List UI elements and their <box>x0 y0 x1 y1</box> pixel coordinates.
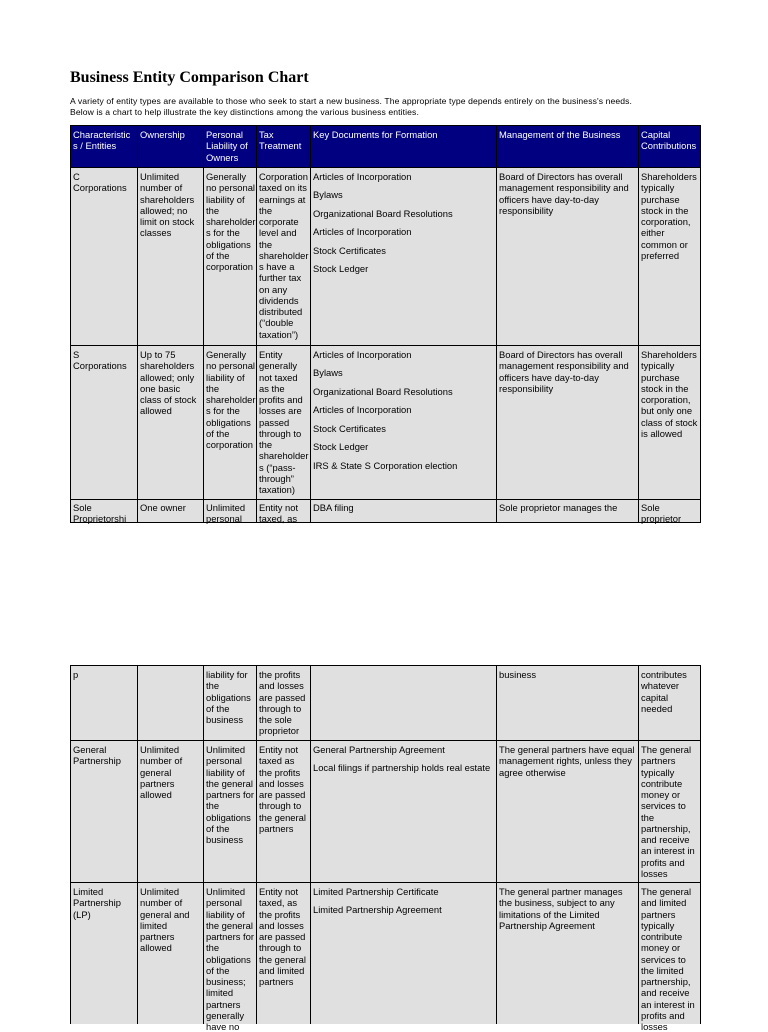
cell-text: Sole Proprietorshi <box>73 502 127 525</box>
cell-key-documents <box>311 346 497 500</box>
cell-key-documents <box>311 741 497 883</box>
cell-liability: Unlimited personal liability of the general partners for the obligations of the business <box>204 741 257 883</box>
intro-line: A variety of entity types are available to those who seek to start a new business. The appropriate type depends entirely on the business's needs. <box>70 96 633 106</box>
cell-ownership: Unlimited number of shareholders allowed; no limit on stock classes <box>138 168 204 346</box>
header-personal-liability: Personal Liability of Owners <box>204 126 257 168</box>
cell-liability <box>204 883 257 1032</box>
cell-key-documents <box>311 168 497 346</box>
cell-capital: Shareholders typically purchase stock in the corporation, either common or preferred <box>639 168 701 346</box>
cell-ownership: Up to 75 shareholders allowed; only one basic class of stock allowed <box>138 346 204 500</box>
cell-entity <box>71 883 138 1024</box>
cell-ownership: Unlimited number of general partners allowed <box>138 741 204 883</box>
cell-management: Board of Directors has overall management responsibility and officers have day-to-day responsibility <box>497 346 639 500</box>
header-capital-contributions: Capital Contributions <box>639 126 701 168</box>
intro-line: Below is a chart to help illustrate the key distinctions among the various business entities. <box>70 107 419 117</box>
document-item: Articles of Incorporation <box>313 226 412 238</box>
cell-tax-treatment: Corporation taxed on its earnings at the corporate level and the shareholders have a further tax on any dividends distributed (“double taxation”) <box>257 168 311 346</box>
comparison-table-page-2 <box>70 665 701 1032</box>
table-row-s-corporations <box>71 346 701 500</box>
comparison-table-page-1 <box>70 125 701 523</box>
cell-management: The general partners have equal management rights, unless they agree otherwise <box>497 741 639 883</box>
cell-liability: liability for the obligations of the business <box>204 666 257 741</box>
table-row-sole-proprietorship-start <box>71 500 701 523</box>
document-item: Bylaws <box>313 367 343 379</box>
header-management: Management of the Business <box>497 126 639 168</box>
cell-liability: Generally no personal liability of the shareholders for the obligations of the corporation <box>204 168 257 346</box>
cell-entity: S Corporations <box>71 346 138 500</box>
cell-entity: General Partnership <box>71 741 138 883</box>
intro-paragraph <box>70 96 632 118</box>
cell-entity: C Corporations <box>71 168 138 346</box>
cell-entity <box>71 500 138 523</box>
document-item: Limited Partnership Agreement <box>313 904 442 916</box>
document-item: General Partnership Agreement <box>313 744 445 755</box>
table-row-limited-partnership <box>71 883 701 1024</box>
header-tax-treatment: Tax Treatment <box>257 126 311 168</box>
document-item: Local filings if partnership holds real estate <box>313 762 491 774</box>
cell-tax-treatment <box>257 500 311 523</box>
table-row-c-corporations <box>71 168 701 346</box>
document-item: Limited Partnership Certificate <box>313 886 439 897</box>
cell-key-documents <box>311 666 497 741</box>
cell-text: Unlimited personal <box>206 502 246 525</box>
document-item: IRS & State S Corporation election <box>313 459 458 471</box>
page-title: Business Entity Comparison Chart <box>70 69 309 86</box>
cell-text: Entity not taxed, as the profits and losses are passed through to the general and limited partners <box>259 886 306 987</box>
table-row-general-partnership <box>71 741 701 883</box>
header-characteristics-entities: Characteristics / Entities <box>71 126 138 168</box>
document-item: Articles of Incorporation <box>313 404 412 416</box>
cell-tax-treatment: the profits and losses are passed through to the sole proprietor <box>257 666 311 741</box>
cell-key-documents <box>311 883 497 1024</box>
cell-capital: The general partners typically contribute money or services to the partnership, and receive an interest in profits and losses <box>639 741 701 883</box>
cell-text: The general and limited partners typically contribute money or services to the limited partnership, and receive an interest in profits and losses <box>641 886 695 1032</box>
table-row-sole-proprietorship-continued <box>71 666 701 741</box>
cell-text: Sole proprietor <box>641 502 682 525</box>
document-item: Articles of Incorporation <box>313 349 412 360</box>
cell-tax-treatment: Entity generally not taxed as the profits and losses are passed through to the shareholders (“pass-through” taxation) <box>257 346 311 500</box>
header-key-documents: Key Documents for Formation <box>311 126 497 168</box>
cell-text: Limited Partnership (LP) <box>73 886 121 920</box>
cell-text: Unlimited number of general and limited partners allowed <box>140 886 190 954</box>
header-ownership: Ownership <box>138 126 204 168</box>
cell-capital: contributes whatever capital needed <box>639 666 701 741</box>
cell-tax-treatment <box>257 883 311 1024</box>
cell-entity: p <box>71 666 138 741</box>
cell-ownership <box>138 666 204 741</box>
cell-liability <box>204 500 257 523</box>
cell-management <box>497 500 639 523</box>
cell-capital <box>639 883 701 1032</box>
cell-capital: Shareholders typically purchase stock in the corporation, but only one class of stock is allowed <box>639 346 701 500</box>
cell-management <box>497 883 639 1024</box>
cell-text: Unlimited personal liability of the general partners for the obligations of the business; limited partners generally have no <box>206 886 254 1032</box>
document-item: DBA filing <box>313 502 354 513</box>
document-item: Organizational Board Resolutions <box>313 385 453 397</box>
document-item: Articles of Incorporation <box>313 171 412 182</box>
cell-tax-treatment: Entity not taxed as the profits and losses are passed through to the general partners <box>257 741 311 883</box>
document-item: Stock Ledger <box>313 263 369 275</box>
cell-text: Entity not taxed, as <box>259 502 299 525</box>
document-item: Bylaws <box>313 189 343 201</box>
document-item: Stock Certificates <box>313 244 386 256</box>
cell-liability: Generally no personal liability of the shareholders for the obligations of the corporation <box>204 346 257 500</box>
document-item: Stock Certificates <box>313 422 386 434</box>
document-item: Organizational Board Resolutions <box>313 207 453 219</box>
cell-management: business <box>497 666 639 741</box>
cell-ownership <box>138 500 204 523</box>
cell-text: One owner <box>140 502 186 513</box>
document-item: Stock Ledger <box>313 441 369 453</box>
cell-text: Sole proprietor manages the <box>499 502 618 513</box>
table-header-row <box>71 126 701 168</box>
cell-text: The general partner manages the business, subject to any limitations of the Limited Partnership Agreement <box>499 886 623 931</box>
cell-capital <box>639 500 701 523</box>
cell-ownership <box>138 883 204 1024</box>
cell-key-documents <box>311 500 497 523</box>
cell-management: Board of Directors has overall management responsibility and officers have day-to-day responsibility <box>497 168 639 346</box>
documents-list <box>313 886 496 1023</box>
